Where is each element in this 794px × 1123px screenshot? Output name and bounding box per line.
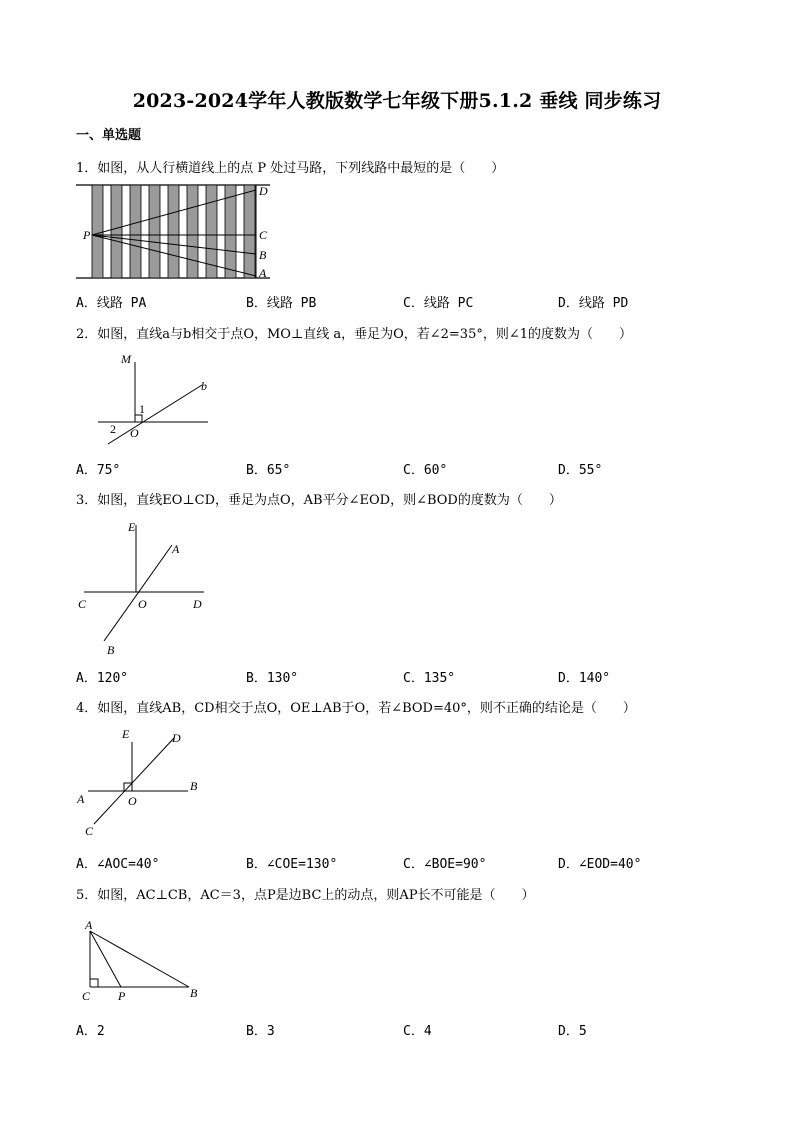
question-3-stem: 3．如图，直线EO⊥CD，垂足为点O，AB平分∠EOD，则∠BOD的度数为（ ） [76, 493, 562, 508]
section-heading: 一、单选题 [76, 128, 142, 143]
point-p-label: P [83, 228, 91, 242]
point-o-label: O [128, 794, 137, 808]
q1-option-d: D．线路 PD [558, 296, 629, 311]
q5-option-c: C．4 [403, 1024, 432, 1039]
q5-option-a: A．2 [76, 1024, 105, 1039]
point-a-label: A [172, 542, 180, 556]
q2-option-c: C．60° [403, 463, 448, 478]
point-o-label: O [130, 426, 139, 440]
point-c-label: C [259, 228, 268, 242]
point-b-label: B [190, 986, 198, 1000]
q2-option-d: D．55° [558, 463, 603, 478]
q2-option-b: B．65° [246, 463, 291, 478]
point-d-label: D [193, 597, 202, 611]
q4-option-c: C．∠BOE=90° [403, 857, 487, 872]
q1-option-a: A．线路 PA [76, 296, 147, 311]
q1-option-b: B．线路 PB [246, 296, 317, 311]
point-m-label: M [121, 352, 131, 366]
point-c-label: C [85, 824, 94, 838]
q3-option-a: A．120° [76, 671, 129, 686]
q3-option-d: D．140° [558, 671, 611, 686]
point-b-label: B [190, 779, 198, 793]
q2-option-a: A．75° [76, 463, 121, 478]
point-a-label: A [259, 266, 267, 280]
point-d-label: D [172, 731, 181, 745]
point-o-label: O [138, 597, 147, 611]
q4-option-d: D．∠EOD=40° [558, 857, 642, 872]
point-p-label: P [118, 989, 126, 1003]
q3-option-c: C．135° [403, 671, 456, 686]
figure-intersecting-lines [76, 724, 206, 839]
question-1-stem: 1．如图，从人行横道线上的点 P 处过马路，下列线路中最短的是（ ） [76, 161, 505, 176]
point-c-label: C [82, 989, 91, 1003]
figure-right-triangle [76, 917, 211, 1007]
q4-option-a: A．∠AOC=40° [76, 857, 160, 872]
figure-crosswalk [76, 182, 276, 282]
q1-option-c: C．线路 PC [403, 296, 474, 311]
q5-option-b: B．3 [246, 1024, 275, 1039]
line-b-label: b [201, 379, 207, 393]
point-e-label: E [128, 520, 136, 534]
angle-2-label: 2 [110, 422, 116, 436]
point-b-label: B [107, 643, 115, 657]
angle-1-label: 1 [139, 402, 145, 416]
page-title: 2023-2024学年人教版数学七年级下册5.1.2 垂线 同步练习 [132, 90, 662, 112]
figure-perpendicular-mo [90, 352, 220, 447]
q4-option-b: B．∠COE=130° [246, 857, 338, 872]
point-b-label: B [259, 248, 267, 262]
q3-option-b: B．130° [246, 671, 299, 686]
point-e-label: E [122, 727, 130, 741]
question-4-stem: 4．如图，直线AB，CD相交于点O，OE⊥AB于O，若∠BOD=40°，则不正确的结论是（ ） [76, 701, 636, 716]
point-d-label: D [259, 184, 268, 198]
figure-bisector [76, 515, 216, 660]
q5-option-d: D．5 [558, 1024, 587, 1039]
point-c-label: C [78, 597, 87, 611]
point-a-label: A [77, 792, 85, 806]
question-2-stem: 2．如图，直线a与b相交于点O，MO⊥直线 a，垂足为O，若∠2=35°，则∠1的度数为（ ） [76, 327, 632, 342]
question-5-stem: 5．如图，AC⊥CB，AC＝3，点P是边BC上的动点，则AP长不可能是（ ） [76, 888, 535, 903]
point-a-label: A [85, 918, 93, 932]
